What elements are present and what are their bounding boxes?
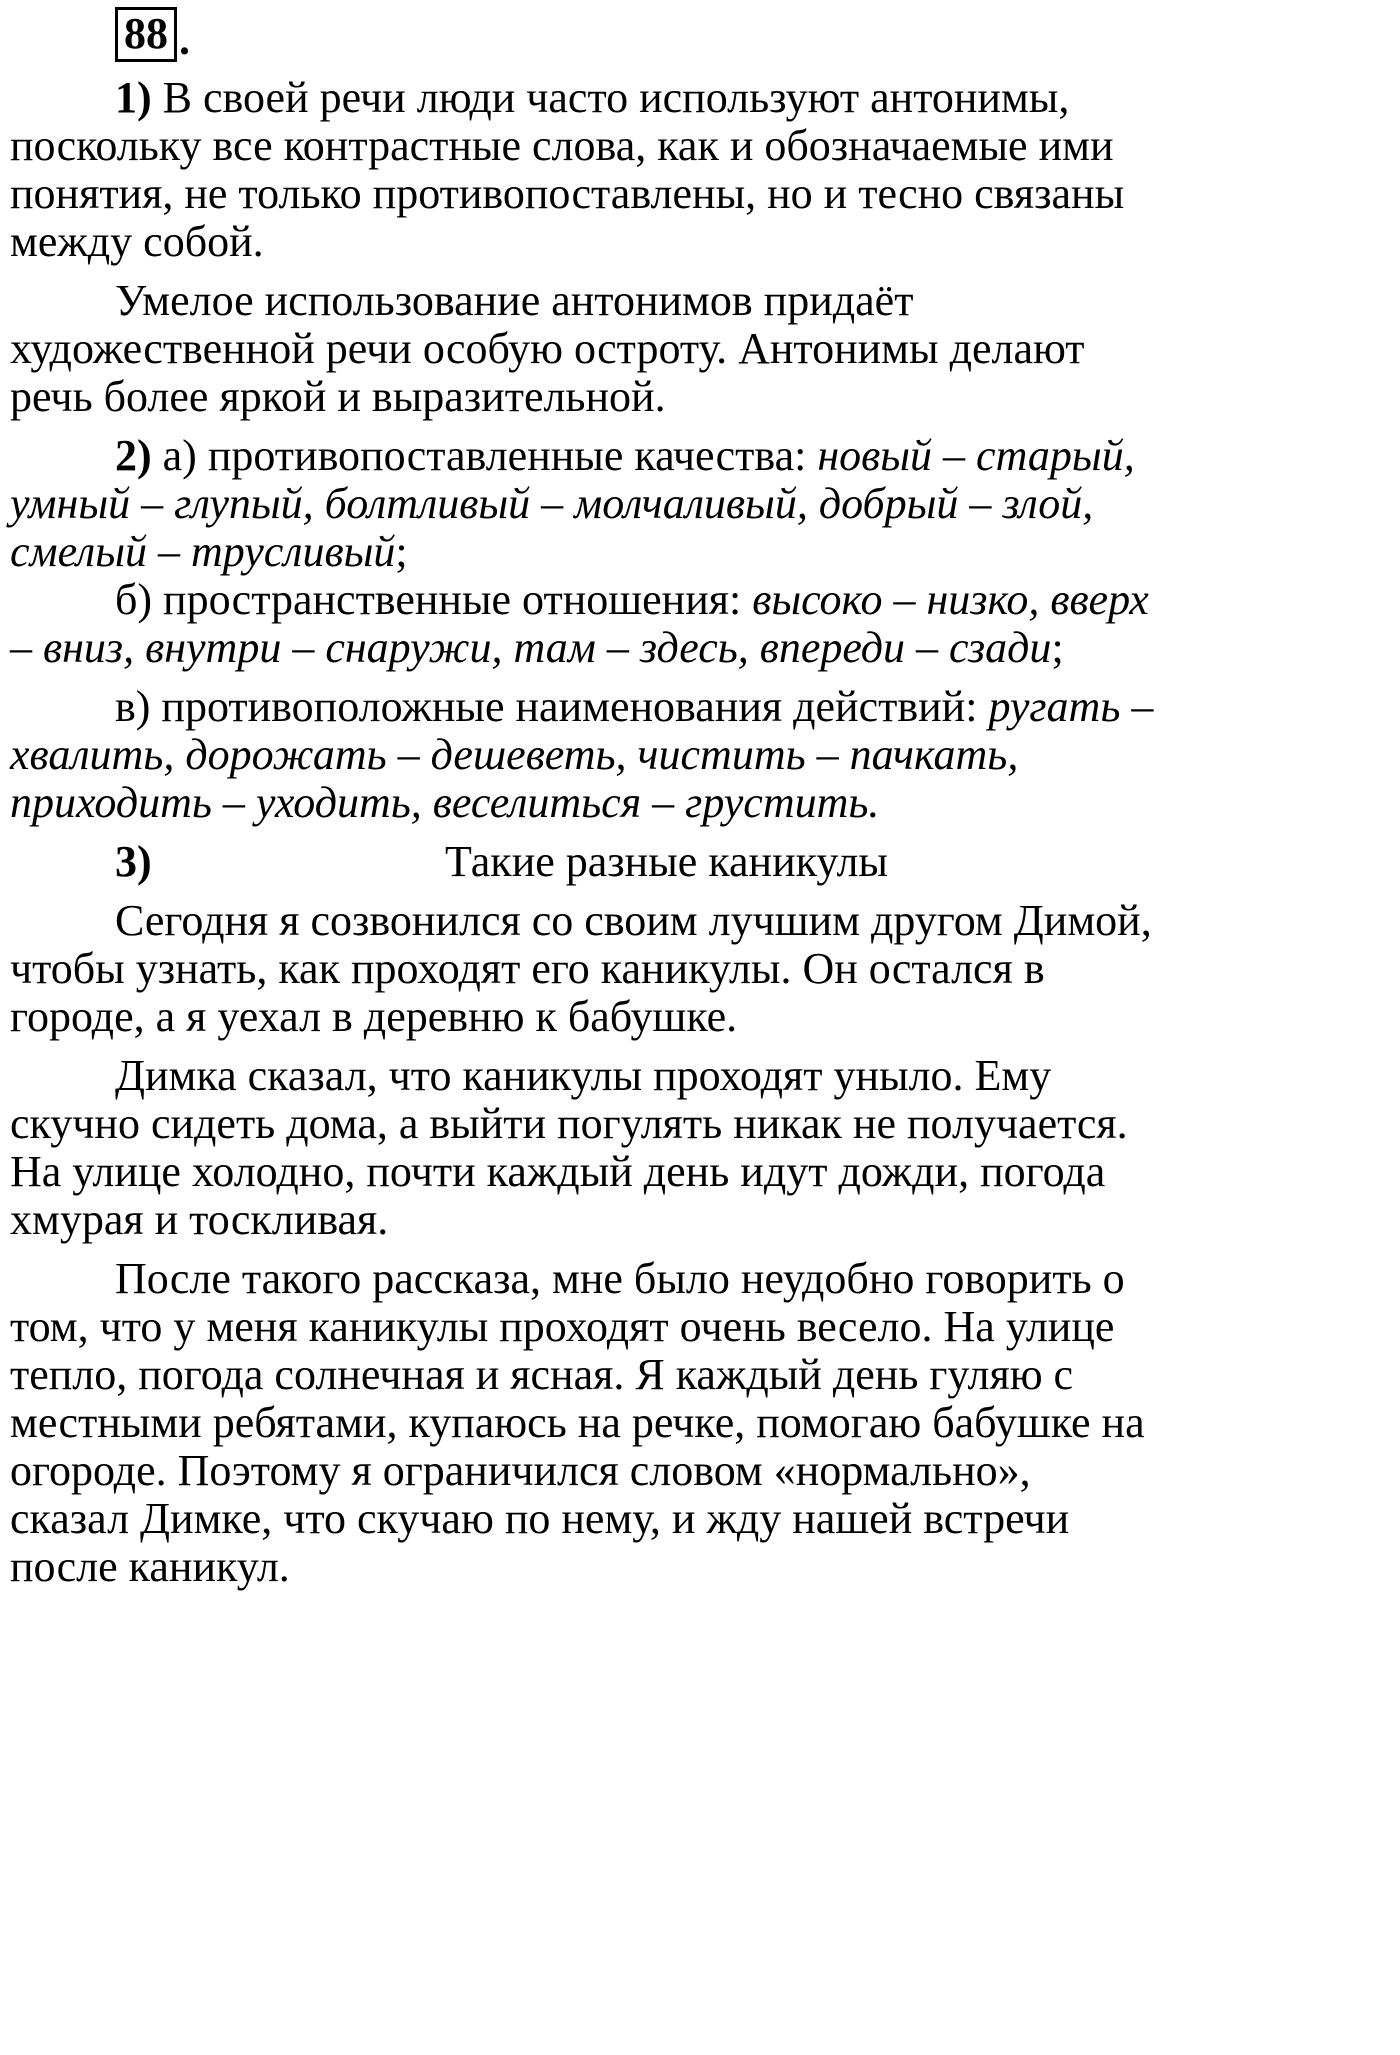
- line-italic-text: – вниз, внутри – снаружи, там – здесь, впереди – сзади: [10, 623, 1052, 672]
- line-italic-text: высоко – низко, вверх: [752, 575, 1149, 624]
- line-text: сказал Димке, что скучаю по нему, и жду нашей встречи: [10, 1494, 1070, 1543]
- line-italic-text: ругать –: [988, 682, 1154, 731]
- exercise-number-box: 88: [115, 7, 177, 62]
- line-italic-text: новый – старый,: [817, 431, 1135, 480]
- line-text: поскольку все контрастные слова, как и обозначаемые ими: [10, 121, 1114, 170]
- paragraph-line: [10, 1350, 1390, 1399]
- paragraph-line: [115, 682, 1400, 731]
- line-text: после каникул.: [10, 1542, 290, 1591]
- item-label: 3): [115, 837, 152, 886]
- paragraph-line: [10, 217, 1390, 266]
- line-text: б) пространственные отношения:: [115, 575, 753, 624]
- line-text: понятия, не только противопоставлены, но и тесно связаны: [10, 169, 1125, 218]
- paragraph-line: [10, 527, 1390, 576]
- item-label: 1): [115, 73, 152, 122]
- paragraph-line: [10, 778, 1390, 827]
- exercise-number-dot: .: [179, 15, 190, 64]
- paragraph-line: [115, 1051, 1400, 1100]
- paragraph-line: [10, 1302, 1390, 1351]
- line-text: том, что у меня каникулы проходят очень весело. На улице: [10, 1302, 1115, 1351]
- paragraph-line: [10, 1446, 1390, 1495]
- paragraph-line: [10, 1542, 1390, 1591]
- paragraph-line: [115, 276, 1400, 325]
- line-text: Димка сказал, что каникулы проходят уныло. Ему: [115, 1051, 1052, 1100]
- line-italic-text: смелый – трусливый: [10, 527, 396, 576]
- line-text: Умелое использование антонимов придаёт: [115, 276, 914, 325]
- paragraph-line: [10, 730, 1390, 779]
- line-tail: ;: [395, 527, 408, 576]
- line-text: речь более яркой и выразительной.: [10, 372, 666, 421]
- line-text: скучно сидеть дома, а выйти погулять никак не получается.: [10, 1099, 1128, 1148]
- paragraph-line: [10, 121, 1390, 170]
- paragraph-line: [115, 73, 1400, 122]
- line-text: После такого рассказа, мне было неудобно говорить о: [115, 1254, 1125, 1303]
- line-text: чтобы узнать, как проходят его каникулы. Он остался в: [10, 944, 1045, 993]
- line-text: тепло, погода солнечная и ясная. Я каждый день гуляю с: [10, 1350, 1074, 1399]
- exercise-number: [115, 8, 190, 62]
- paragraph-line: [115, 1254, 1400, 1303]
- story-title-text: Такие разные каникулы: [445, 837, 888, 886]
- paragraph-line: [10, 1398, 1390, 1447]
- paragraph-line: [10, 1099, 1390, 1148]
- paragraph-line: [115, 575, 1400, 624]
- line-text: между собой.: [10, 217, 264, 266]
- paragraph-line: [10, 992, 1390, 1041]
- item-label: 2): [115, 431, 152, 480]
- paragraph-line: [115, 896, 1400, 945]
- line-text: В своей речи люди часто используют антонимы,: [151, 73, 1070, 122]
- paragraph-line: [10, 479, 1390, 528]
- line-text: городе, а я уехал в деревню к бабушке.: [10, 992, 738, 1041]
- paragraph-line: [115, 431, 1400, 480]
- line-italic-text: умный – глупый, болтливый – молчаливый, добрый – злой,: [10, 479, 1094, 528]
- paragraph-line: [10, 1147, 1390, 1196]
- line-text: а) противопоставленные качества:: [151, 431, 818, 480]
- line-text: в) противоположные наименования действий:: [115, 682, 989, 731]
- line-text: художественной речи особую остроту. Антонимы делают: [10, 324, 1085, 373]
- paragraph-line: [10, 324, 1390, 373]
- story-title: [445, 837, 1345, 886]
- line-text: На улице холодно, почти каждый день идут дожди, погода: [10, 1147, 1106, 1196]
- line-text: местными ребятами, купаюсь на речке, помогаю бабушке на: [10, 1398, 1145, 1447]
- paragraph-line: [10, 169, 1390, 218]
- line-italic-text: приходить – уходить, веселиться – грустить.: [10, 778, 880, 827]
- line-italic-text: хвалить, дорожать – дешеветь, чистить – пачкать,: [10, 730, 1019, 779]
- paragraph-line: [10, 1494, 1390, 1543]
- paragraph-line: [10, 1195, 1390, 1244]
- paragraph-line: [10, 944, 1390, 993]
- paragraph-line: [10, 623, 1390, 672]
- line-text: огороде. Поэтому я ограничился словом «нормально»,: [10, 1446, 1031, 1495]
- line-text: Сегодня я созвонился со своим лучшим другом Димой,: [115, 896, 1152, 945]
- line-tail: ;: [1051, 623, 1064, 672]
- paragraph-line: [10, 372, 1390, 421]
- line-text: хмурая и тоскливая.: [10, 1195, 389, 1244]
